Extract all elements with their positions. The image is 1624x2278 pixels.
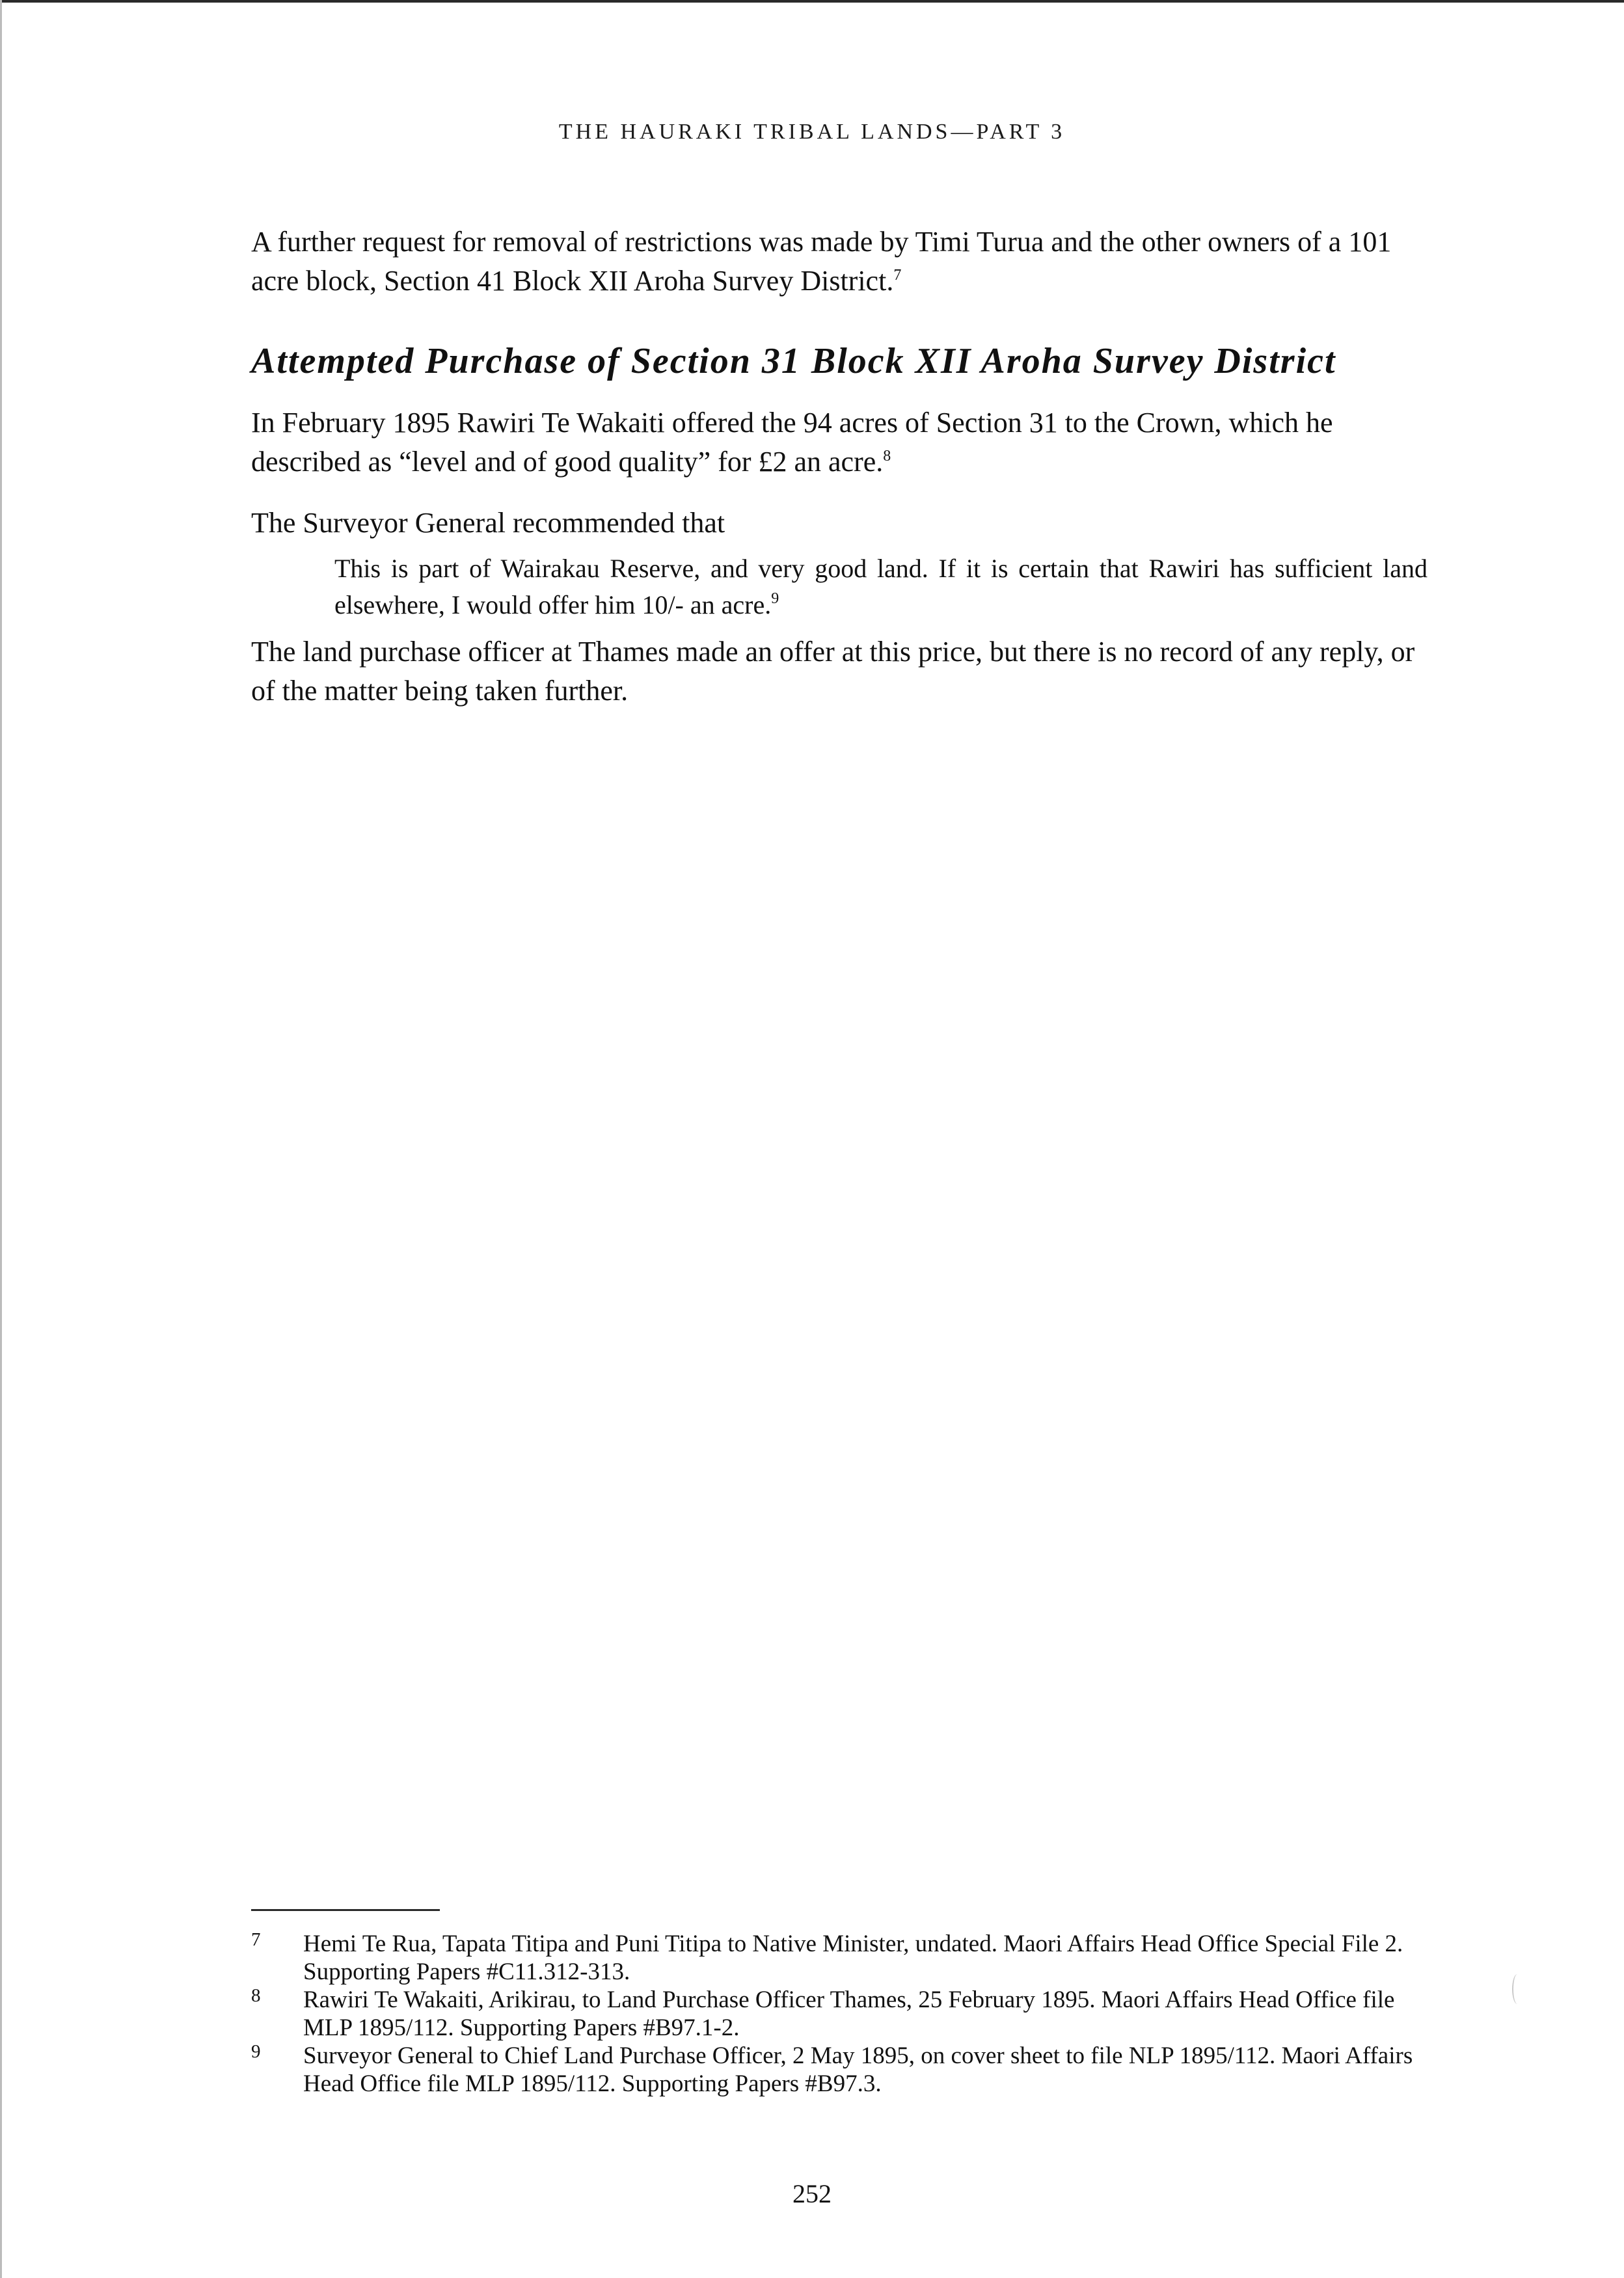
section-heading: Attempted Purchase of Section 31 Block XII Aroha Survey District	[251, 341, 1336, 381]
footnote-7	[251, 1930, 1428, 1986]
paragraph-2-text: In February 1895 Rawiri Te Wakaiti offered the 94 acres of Section 31 to the Crown, which he described as “level and of good quality” for £2 an acre.	[251, 407, 1333, 478]
page-number: 252	[792, 2179, 832, 2208]
footnote-text: Rawiri Te Wakaiti, Arikirau, to Land Purchase Officer Thames, 25 February 1895. Maori Affairs Head Office file MLP 1895/112. Supporting Papers #B97.1-2.	[303, 1986, 1395, 2041]
footnote-separator	[251, 1909, 440, 1911]
running-head: THE HAURAKI TRIBAL LANDS—PART 3	[558, 120, 1066, 144]
top-edge-rule	[0, 0, 1624, 3]
footnote-ref-8[interactable]: 8	[883, 448, 891, 465]
footnote-ref-9[interactable]: 9	[771, 590, 779, 607]
footnote-8	[251, 1986, 1428, 2042]
left-edge-rule	[0, 0, 2, 2278]
footnote-number: 9	[251, 2041, 261, 2062]
paragraph-3: The Surveyor General recommended that	[251, 507, 725, 539]
footnote-ref-7[interactable]: 7	[893, 267, 902, 284]
paragraph-4: The land purchase officer at Thames made an offer at this price, but there is no record of any reply, or of the matter being taken further.	[251, 636, 1415, 707]
footnote-9	[251, 2042, 1428, 2098]
footnote-text: Hemi Te Rua, Tapata Titipa and Puni Titipa to Native Minister, undated. Maori Affairs Head Office Special File 2. Supporting Papers #C11.312-313.	[303, 1931, 1403, 1985]
footnote-text: Surveyor General to Chief Land Purchase Officer, 2 May 1895, on cover sheet to file NLP 1895/112. Maori Affairs Head Office file MLP 1895/112. Supporting Papers #B97.3.	[303, 2042, 1413, 2097]
footnote-number: 8	[251, 1985, 261, 2006]
block-quote	[334, 550, 1428, 623]
scan-edge-mark	[1512, 1974, 1522, 2004]
paragraph-1	[251, 223, 1428, 301]
block-quote-text: This is part of Wairakau Reserve, and very good land. If it is certain that Rawiri has sufficient land elsewhere, I would offer him 10/- an acre.	[334, 554, 1428, 619]
footnote-number: 7	[251, 1929, 261, 1950]
paragraph-1-text: A further request for removal of restrictions was made by Timi Turua and the other owners of a 101 acre block, Section 41 Block XII Aroha Survey District.	[251, 226, 1392, 297]
paragraph-2	[251, 403, 1428, 481]
